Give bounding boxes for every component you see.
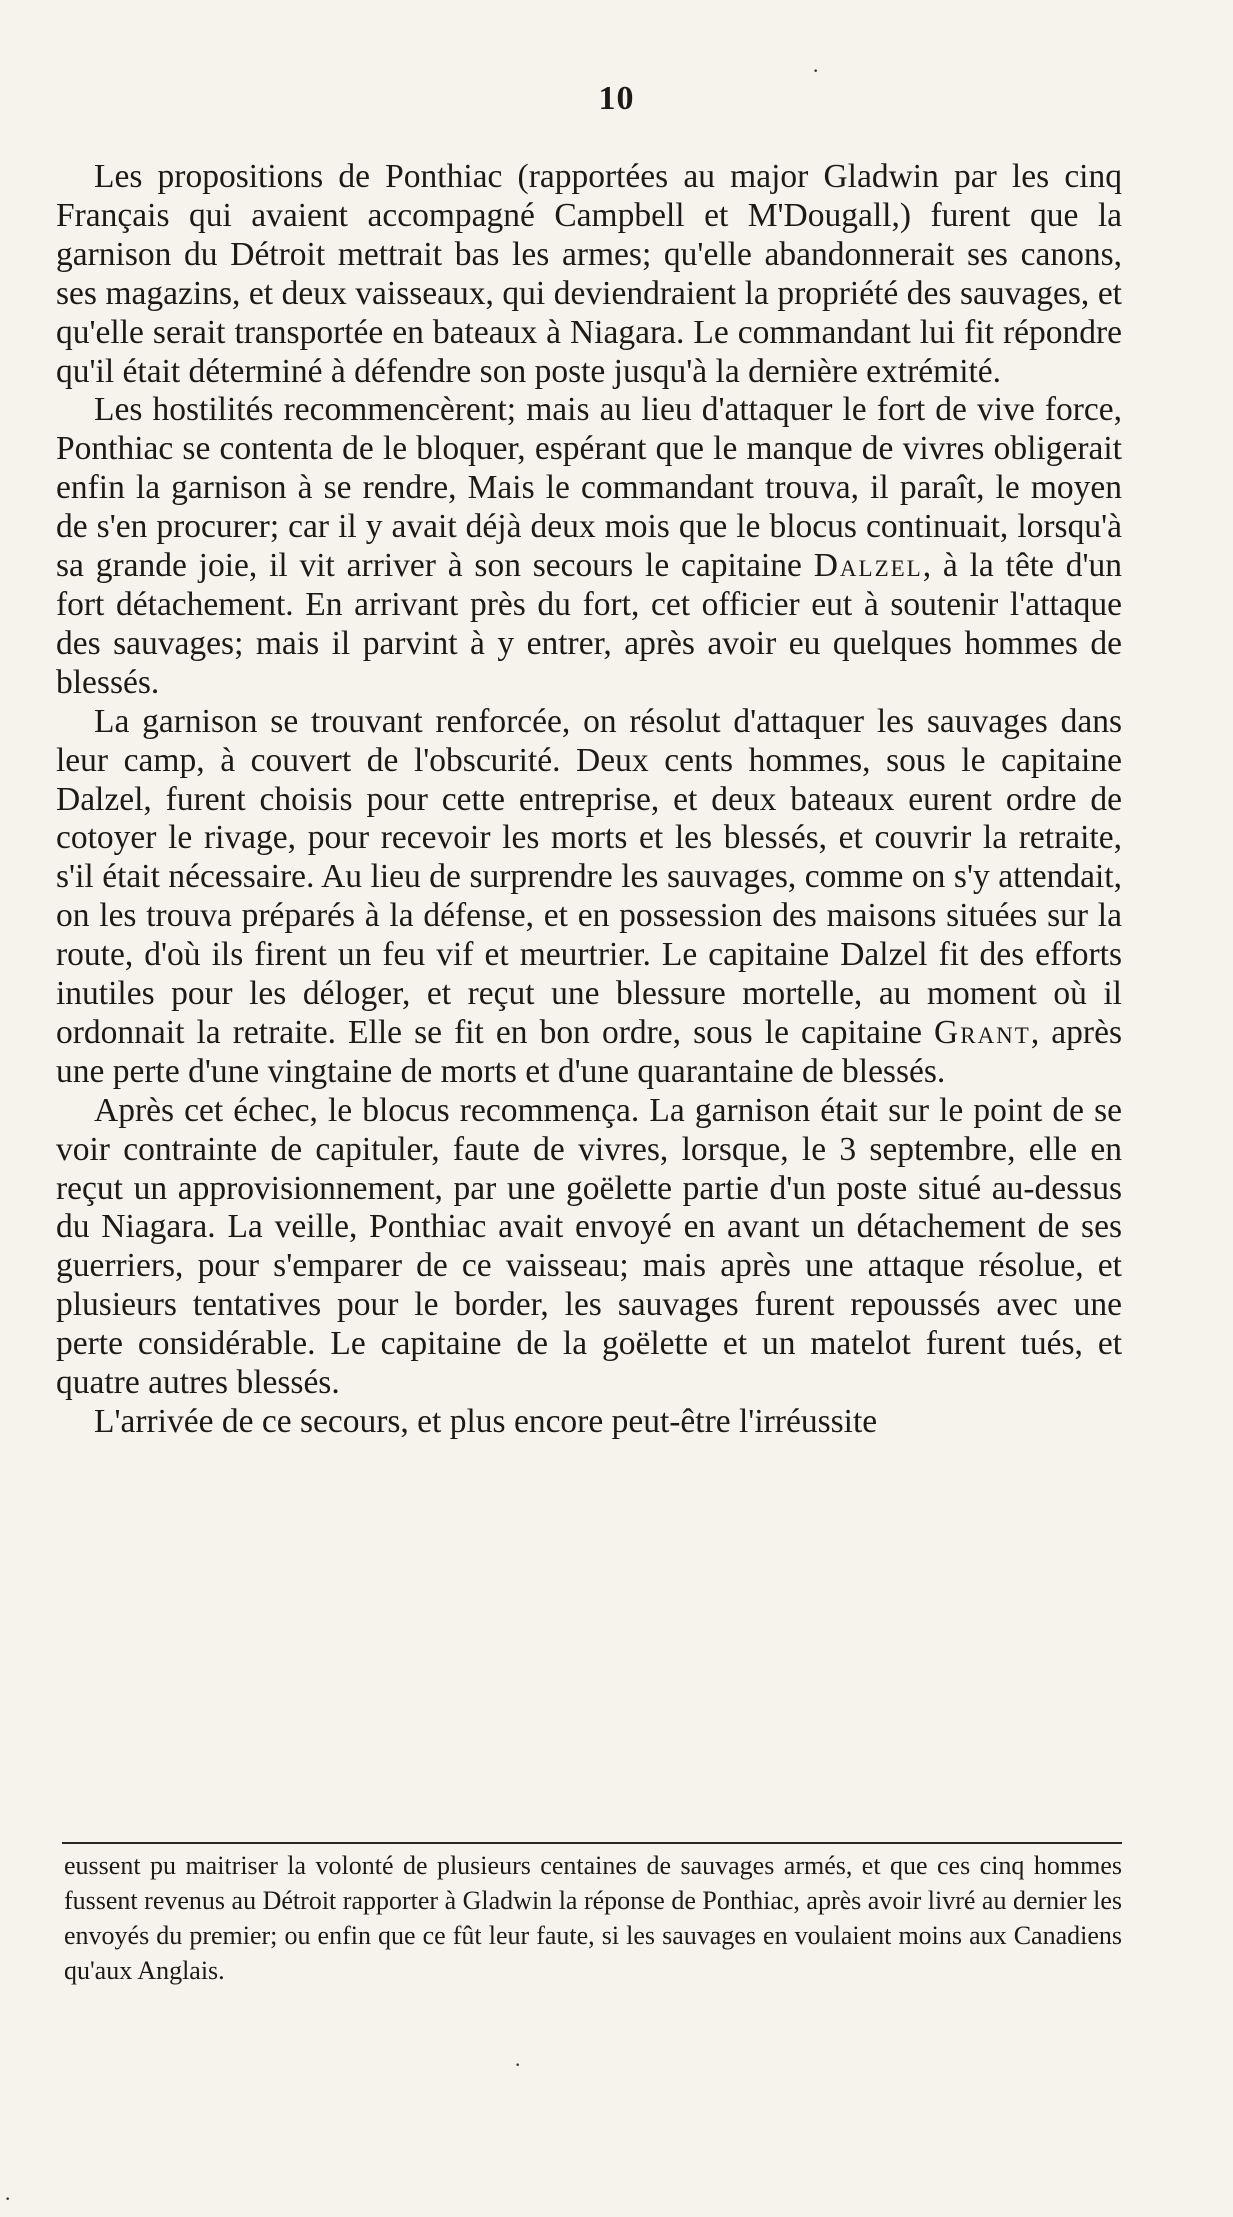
footnote-divider — [62, 1842, 1122, 1844]
body-text — [56, 158, 1122, 1442]
name-dalzel: Dalzel — [813, 547, 923, 585]
paragraph-4 — [56, 1092, 1122, 1403]
print-speck: · — [514, 2052, 522, 2077]
paragraph-2-text-b: , à la tête d'un fort détachement. En arrivant près du fort, cet officier eut à soutenir l'attaque des sauvages; mais il parvint à y entrer, après avoir eu quelques hommes de blessés. — [56, 547, 1122, 701]
paragraph-1-text: Les propositions de Ponthiac (rapportées au major Gladwin par les cinq Français qui avaient accompagné Campbell et M'Dougall,) furent que la garnison du Détroit mettrait bas les armes; qu'elle abandonnerait ses canons, ses magazins, et deux vaisseaux, qui deviendraient la propriété des sauvages, et qu'elle serait transportée en bateaux à Niagara. Le commandant lui fit répondre qu'il était déterminé à défendre son poste jusqu'à la dernière extrémité. — [56, 158, 1122, 390]
paragraph-3-text-b: , après une perte d'une vingtaine de morts et d'une quarantaine de blessés. — [56, 1013, 1122, 1090]
paragraph-2 — [56, 391, 1122, 702]
footnote: eussent pu maitriser la volonté de plusieurs centaines de sauvages armés, et que ces cinq hommes fussent revenus au Détroit rapporter à Gladwin la réponse de Ponthiac, après avoir livré au dernier les envoyés du premier; ou enfin que ce fût leur faute, si les sauvages en voulaient moins aux Canadiens qu'aux Anglais. — [64, 1851, 1122, 1985]
paragraph-5-text: L'arrivée de ce secours, et plus encore peut-être l'irréussite — [94, 1403, 878, 1440]
paragraph-4-text: Après cet échec, le blocus recommença. La garnison était sur le point de se voir contrainte de capituler, faute de vivres, lorsque, le 3 septembre, elle en reçut un approvisionnement, par une goëlette partie d'un poste situé au-dessus du Niagara. La veille, Ponthiac avait envoyé en avant un détachement de ses guerriers, pour s'emparer de ce vaisseau; mais après une attaque résolue, et plusieurs tentatives pour le border, les sauvages furent repoussés avec une perte considérable. Le capitaine de la goëlette et un matelot furent tués, et quatre autres blessés. — [56, 1091, 1122, 1402]
page-number: 10 — [598, 80, 635, 117]
paragraph-2-text-a: Les hostilités recommencèrent; mais au lieu d'attaquer le fort de vive force, Ponthiac se contenta de le bloquer, espérant que le manque de vivres obligerait enfin la garnison à se rendre, Mais le commandant trouva, il paraît, le moyen de s'en procurer; car il y avait déjà deux mois que le blocus continuait, lorsqu'à sa grande joie, il vit arriver à son secours le capitaine — [56, 391, 1122, 585]
paragraph-1 — [56, 158, 1122, 391]
print-speck: · — [812, 58, 820, 83]
name-grant: Grant — [934, 1013, 1031, 1051]
paragraph-3-text-a: La garnison se trouvant renforcée, on résolut d'attaquer les sauvages dans leur camp, à couvert de l'obscurité. Deux cents hommes, sous le capitaine Dalzel, furent choisis pour cette entreprise, et deux bateaux eurent ordre de cotoyer le rivage, pour recevoir les morts et les blessés, et couvrir la retraite, s'il était nécessaire. Au lieu de surprendre les sauvages, comme on s'y attendait, on les trouva préparés à la défense, et en possession des maisons situées sur la route, d'où ils firent un feu vif et meurtrier. Le capitaine Dalzel fit des efforts inutiles pour les déloger, et reçut une blessure mortelle, au moment où il ordonnait la retraite. Elle se fit en bon ordre, sous le capitaine — [56, 702, 1122, 1051]
paragraph-3 — [56, 703, 1122, 1092]
paragraph-5 — [56, 1403, 1122, 1442]
print-speck: · — [4, 2186, 12, 2211]
